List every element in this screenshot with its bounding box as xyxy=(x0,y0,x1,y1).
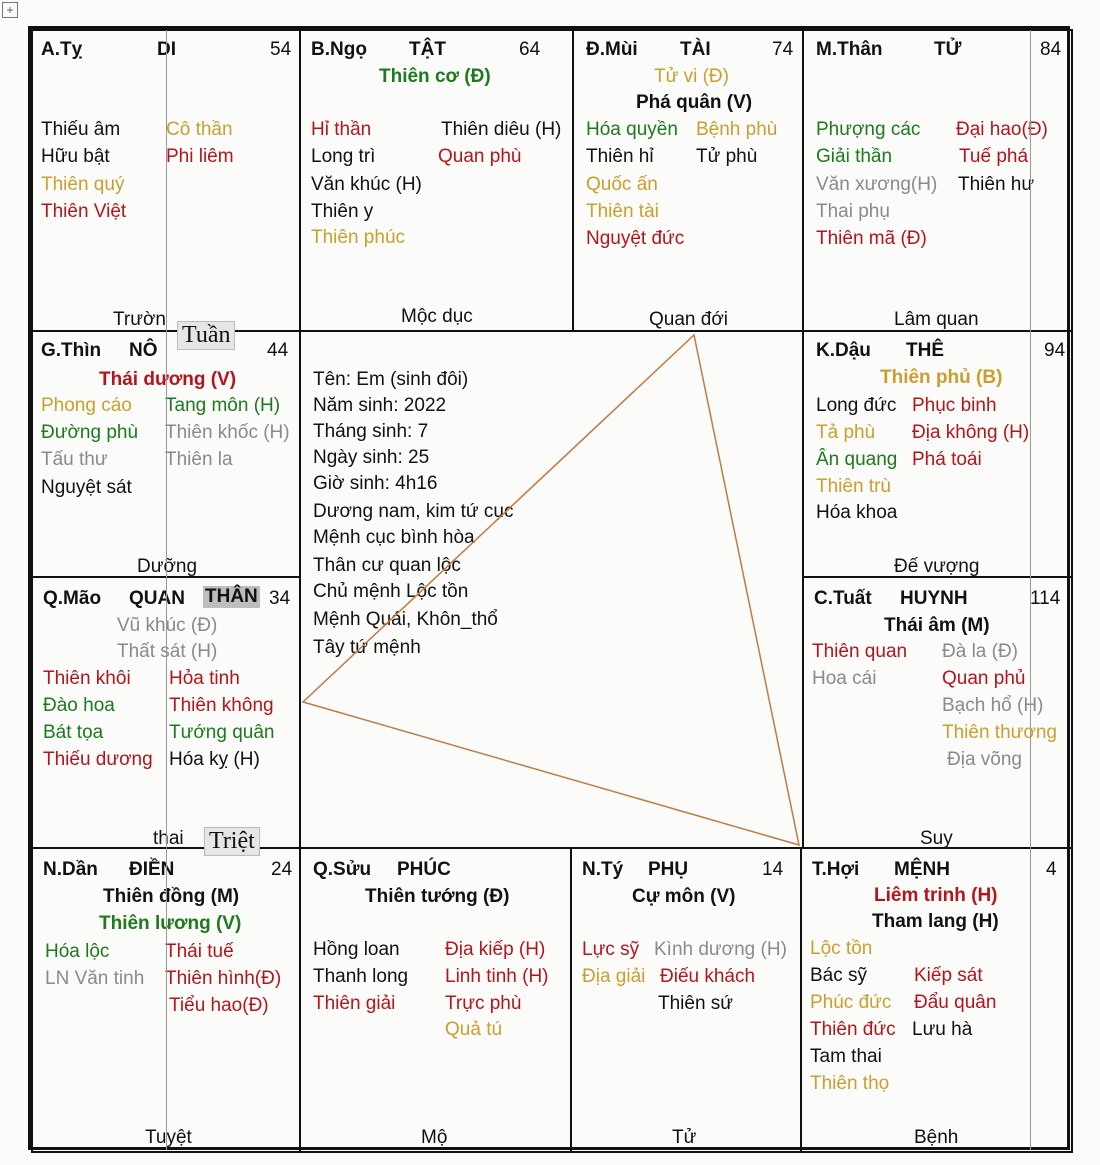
main-star: Thiên phủ (B) xyxy=(880,367,1003,388)
star: Thiên giải xyxy=(313,993,396,1014)
star: Trực phù xyxy=(445,993,522,1014)
phase-label: Tử xyxy=(672,1127,697,1148)
star: Thái tuế xyxy=(165,941,234,962)
star: Thiên khốc (H) xyxy=(165,422,290,443)
star: Long đức xyxy=(816,395,897,416)
age-label: 64 xyxy=(519,39,541,60)
star: Tang môn (H) xyxy=(165,395,281,416)
star: Đào hoa xyxy=(43,695,115,716)
palace-label: ĐIỀN xyxy=(129,859,175,880)
star: Cô thần xyxy=(166,119,233,140)
info-line: Thân cư quan lộc xyxy=(313,555,461,576)
than-badge: THÂN xyxy=(205,586,258,607)
info-line: Chủ mệnh Lộc tồn xyxy=(313,581,469,602)
branch-label: B.Ngọ xyxy=(311,39,367,60)
main-star: Tham lang (H) xyxy=(872,911,999,932)
branch-label: G.Thìn xyxy=(41,340,102,361)
main-star: Thái âm (M) xyxy=(884,615,990,636)
branch-label: C.Tuất xyxy=(814,588,872,609)
star: Tả phù xyxy=(816,422,876,443)
star: Hồng loan xyxy=(313,939,400,960)
main-star: Tử vi (Đ) xyxy=(654,66,729,87)
star: Hỏa tinh xyxy=(169,668,240,689)
star: Địa võng xyxy=(947,749,1022,770)
star: Thiên đức xyxy=(810,1019,896,1040)
phase-label: Dưỡng xyxy=(137,556,198,577)
star: Thiên hư xyxy=(958,174,1035,195)
star: LN Văn tinh xyxy=(45,968,145,989)
age-label: 24 xyxy=(271,859,293,880)
info-line: Ngày sinh: 25 xyxy=(313,447,430,468)
age-label: 34 xyxy=(269,588,291,609)
star: Lưu hà xyxy=(912,1019,973,1040)
star: Văn khúc (H) xyxy=(311,174,422,195)
age-label: 44 xyxy=(267,340,289,361)
star: Quốc ấn xyxy=(586,174,658,195)
star: Đại hao(Đ) xyxy=(956,119,1048,140)
star: Hóa kỵ (H) xyxy=(169,749,260,770)
star: Hóa quyền xyxy=(586,119,678,140)
star: Thiên phúc xyxy=(311,227,406,248)
star: Tiểu hao(Đ) xyxy=(169,995,269,1016)
star: Hóa khoa xyxy=(816,502,898,523)
star: Đường phù xyxy=(41,422,139,443)
star: Hoa cái xyxy=(812,668,877,689)
palace-label: PHỤ xyxy=(648,859,689,880)
star: Thiên la xyxy=(165,449,233,470)
branch-label: K.Dậu xyxy=(816,340,871,361)
age-label: 74 xyxy=(772,39,794,60)
main-star: Thiên cơ (Đ) xyxy=(379,66,491,87)
palace-label: TÀI xyxy=(680,39,711,60)
star: Đẩu quân xyxy=(914,992,997,1013)
star: Lộc tồn xyxy=(810,938,873,959)
main-star: Thất sát (H) xyxy=(117,641,218,662)
star: Thiên mã (Đ) xyxy=(816,228,927,249)
palace-label: HUYNH xyxy=(900,588,968,609)
info-line: Mệnh Quái, Khôn_thổ xyxy=(313,609,498,630)
phase-label: Tuyệt xyxy=(145,1127,192,1148)
palace-label: PHÚC xyxy=(397,859,451,880)
star: Nguyệt đức xyxy=(586,228,685,249)
star: Lực sỹ xyxy=(582,939,640,960)
palace-label: TỬ xyxy=(934,39,962,60)
star: Phi liêm xyxy=(166,146,234,167)
palace-label: DI xyxy=(157,39,176,60)
palace-label: THÊ xyxy=(906,340,944,361)
star: Bạch hổ (H) xyxy=(942,695,1044,716)
star: Tấu thư xyxy=(41,449,108,470)
star: Điếu khách xyxy=(660,966,756,987)
age-label: 114 xyxy=(1030,588,1061,609)
star: Thiên quý xyxy=(41,174,125,195)
phase-label: Đế vượng xyxy=(894,556,980,577)
age-label: 54 xyxy=(270,39,292,60)
star: Thiên không xyxy=(169,695,274,716)
star: Thiên thọ xyxy=(810,1073,890,1094)
main-star: Cự môn (V) xyxy=(632,886,736,907)
star: Thiên diêu (H) xyxy=(441,119,562,140)
star: Đà la (Đ) xyxy=(942,641,1019,662)
star: Thiên sứ xyxy=(658,993,734,1014)
star: Bác sỹ xyxy=(810,965,868,986)
age-label: 4 xyxy=(1046,859,1057,880)
star: Thiếu âm xyxy=(41,119,121,140)
branch-label: Đ.Mùi xyxy=(586,39,638,60)
palace-label: TẬT xyxy=(409,39,446,60)
star: Văn xương(H) xyxy=(816,174,938,195)
star: Thanh long xyxy=(313,966,409,987)
info-line: Năm sinh: 2022 xyxy=(313,395,447,416)
info-line: Tây tứ mệnh xyxy=(313,637,421,658)
star: Thiên Việt xyxy=(41,201,127,222)
main-star: Liêm trinh (H) xyxy=(874,885,998,906)
star: Thiên khôi xyxy=(43,668,131,689)
phase-label: Suy xyxy=(920,828,953,849)
star: Thiên quan xyxy=(812,641,908,662)
tuan-badge: Tuần xyxy=(177,321,235,350)
star: Phục binh xyxy=(912,395,997,416)
palace-label: QUAN xyxy=(129,588,185,609)
main-star: Vũ khúc (Đ) xyxy=(117,615,218,636)
star: Phượng các xyxy=(816,119,921,140)
phase-label: Mộ xyxy=(421,1127,448,1148)
star: Phá toái xyxy=(912,449,982,470)
star: Tam thai xyxy=(810,1046,882,1067)
star: Hữu bật xyxy=(41,146,110,167)
star: Giải thần xyxy=(816,146,893,167)
main-star: Thiên đồng (M) xyxy=(103,886,240,907)
info-line: Mệnh cục bình hòa xyxy=(313,527,475,548)
phase-label: thai xyxy=(153,828,184,849)
star: Kình dương (H) xyxy=(654,939,787,960)
star: Tuế phá xyxy=(959,146,1029,167)
star: Địa không (H) xyxy=(912,422,1030,443)
palace-label: NÔ xyxy=(129,340,158,361)
star: Quan phủ xyxy=(942,668,1026,689)
star: Bát tọa xyxy=(43,722,104,743)
branch-label: T.Hợi xyxy=(812,859,860,880)
branch-label: N.Tý xyxy=(582,859,624,880)
star: Thiên tài xyxy=(586,201,659,222)
age-label: 94 xyxy=(1044,340,1066,361)
star: Thiếu dương xyxy=(43,749,153,770)
main-star: Thiên tướng (Đ) xyxy=(365,886,510,907)
phase-label: Bệnh xyxy=(914,1127,959,1148)
main-star: Thiên lương (V) xyxy=(99,913,242,934)
info-line: Dương nam, kim tứ cục xyxy=(313,501,514,522)
table-anchor-icon[interactable]: + xyxy=(2,2,18,18)
guide-line xyxy=(166,30,167,1150)
branch-label: M.Thân xyxy=(816,39,883,60)
star: Phúc đức xyxy=(810,992,892,1013)
triangle-lines xyxy=(31,29,1073,1153)
star: Tướng quân xyxy=(169,722,275,743)
star: Tử phù xyxy=(696,146,758,167)
star: Quả tú xyxy=(445,1019,503,1040)
info-line: Tháng sinh: 7 xyxy=(313,421,429,442)
star: Thiên hỉ xyxy=(586,146,654,167)
star: Hỉ thần xyxy=(311,119,372,140)
branch-label: Q.Mão xyxy=(43,588,102,609)
star: Quan phù xyxy=(438,146,522,167)
horoscope-chart xyxy=(28,26,1070,1150)
phase-label: Mộc dục xyxy=(401,306,473,327)
age-label: 14 xyxy=(762,859,784,880)
branch-label: N.Dần xyxy=(43,859,98,880)
info-line: Giờ sinh: 4h16 xyxy=(313,473,438,494)
age-label: 84 xyxy=(1040,39,1062,60)
guide-line xyxy=(1030,30,1031,1150)
branch-label: Q.Sửu xyxy=(313,859,372,880)
phase-label: Quan đới xyxy=(649,309,729,330)
star: Phong cáo xyxy=(41,395,132,416)
star: Linh tinh (H) xyxy=(445,966,549,987)
triet-badge: Triệt xyxy=(204,827,260,856)
star: Địa giải xyxy=(582,966,646,987)
phase-label: Lâm quan xyxy=(894,309,979,330)
main-star: Phá quân (V) xyxy=(636,92,753,113)
star: Nguyệt sát xyxy=(41,477,132,498)
star: Thiên hình(Đ) xyxy=(165,968,282,989)
star: Bệnh phù xyxy=(696,119,778,140)
branch-label: A.Tỵ xyxy=(41,39,83,60)
star: Địa kiếp (H) xyxy=(445,939,546,960)
star: Long trì xyxy=(311,146,376,167)
main-star: Thái dương (V) xyxy=(99,369,237,390)
star: Thiên trù xyxy=(816,476,891,497)
palace-label: MỆNH xyxy=(894,859,950,880)
star: Thai phụ xyxy=(816,201,890,222)
star: Thiên y xyxy=(311,201,374,222)
star: Thiên thương xyxy=(942,722,1057,743)
star: Ân quang xyxy=(816,449,898,470)
star: Hóa lộc xyxy=(45,941,110,962)
star: Kiếp sát xyxy=(914,965,983,986)
info-line: Tên: Em (sinh đôi) xyxy=(313,369,469,390)
phase-label: Trườn xyxy=(113,309,166,330)
